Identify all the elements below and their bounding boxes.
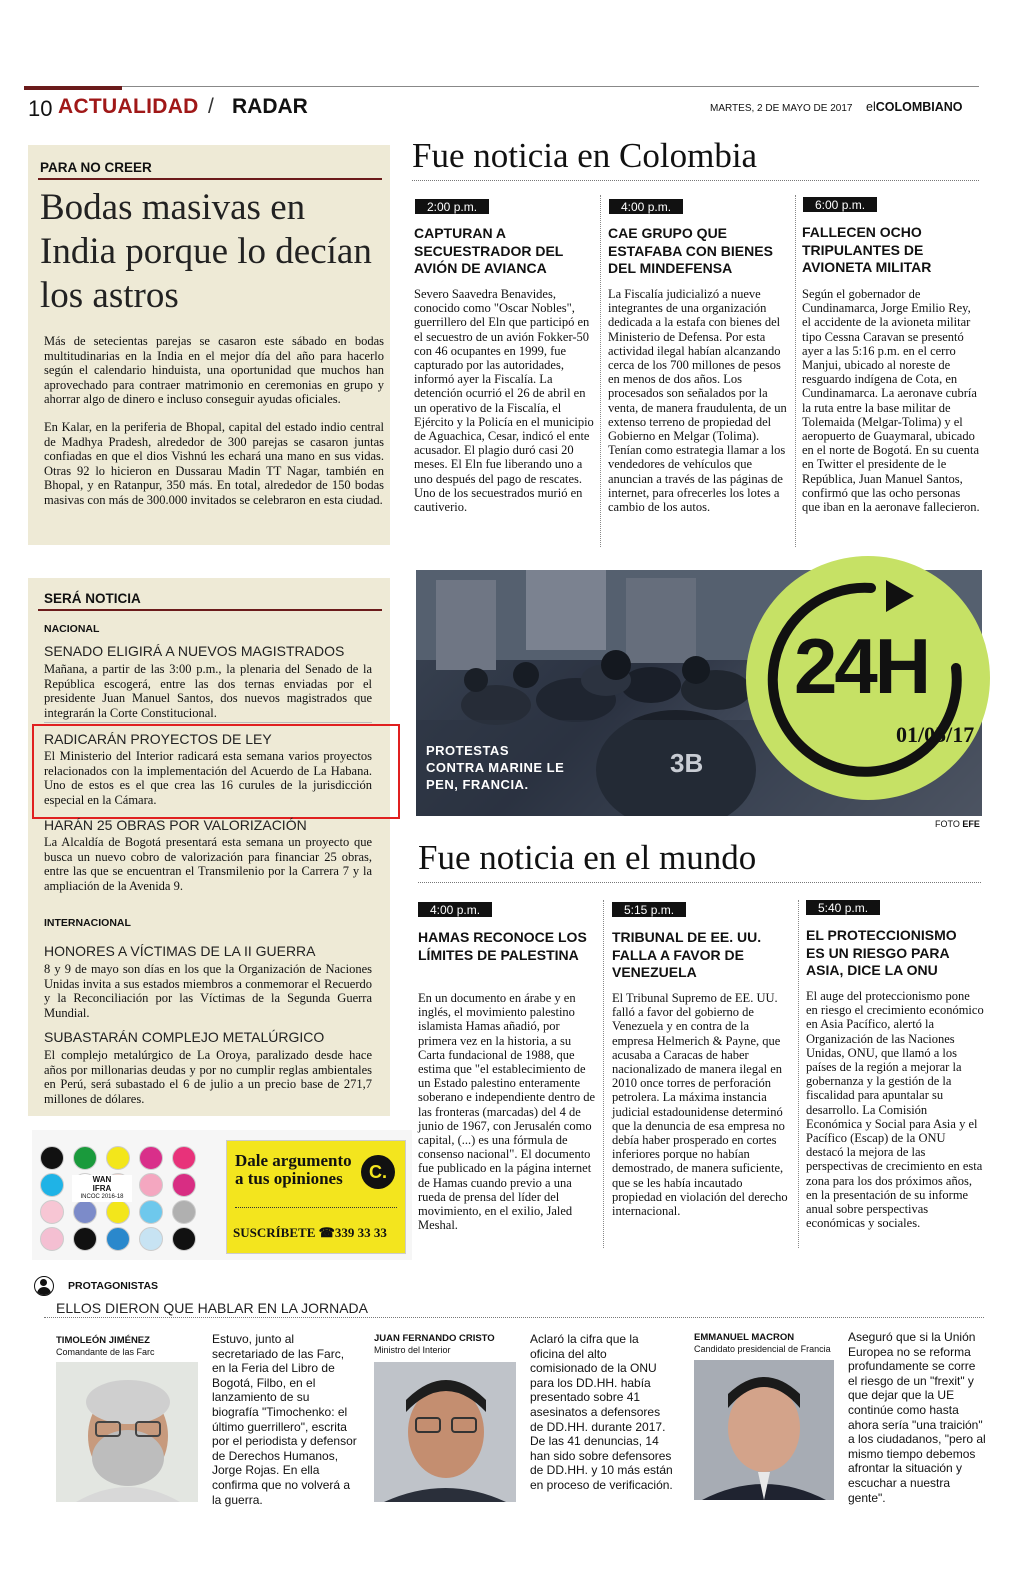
- helmet-number: 3B: [670, 748, 704, 778]
- box-tag: PARA NO CREER: [40, 160, 152, 175]
- protagonistas-rule: [44, 1317, 984, 1318]
- item-body: La Alcaldía de Bogotá presentará esta semana un proyecto que busca un nuevo cobro de valorización para financiar 25 obras, entre las que se encuentran el Transmilenio por la Carrera 7 y la ampliación de la Avenida 9.: [44, 835, 372, 893]
- ad-slogan-line-1: Dale argumento: [235, 1151, 352, 1170]
- person-quote: Aseguró que si la Unión Europea no se reforma profundamente se corre el riesgo de un "frexit" y que dejar que la UE continúe como hasta ahora sería "una traición" a los ciudadanos, "pero al mismo tiempo debemos afrontar la situación y escuchar a nuestra gente".: [848, 1330, 986, 1505]
- internacional-label: INTERNACIONAL: [44, 917, 131, 929]
- section-label: ACTUALIDAD: [58, 95, 199, 118]
- calibration-dot: [106, 1146, 130, 1170]
- portrait-macron: [694, 1360, 834, 1500]
- item-head: SENADO ELIGIRÁ A NUEVOS MAGISTRADOS: [44, 643, 345, 659]
- box-rule: [38, 178, 382, 180]
- box-tag: SERÁ NOTICIA: [44, 591, 141, 606]
- calibration-dot: [40, 1146, 64, 1170]
- credit-source: EFE: [962, 819, 980, 829]
- news-body: El Tribunal Supremo de EE. UU. falló a favor del gobierno de Venezuela y en contra de la empresa Helmerich & Payne, que acusaba a Caracas de haber nacionalizado de manera ilegal en 2010 once torres de perforación petrolera. La máxima instancia judicial estadounidense determinó que la denuncia de esa empresa no debía haber prosperado en cortes inferiores porque no habían demostrado, de manera suficiente, que se les había incautado propiedad en violación del derecho internacional.: [612, 991, 788, 1219]
- photo-caption: PROTESTAS CONTRA MARINE LE PEN, FRANCIA.: [426, 743, 565, 792]
- box-rule: [38, 609, 382, 611]
- nacional-label: NACIONAL: [44, 623, 100, 635]
- wan-line-2: IFRA: [92, 1184, 112, 1193]
- calibration-dot: [139, 1227, 163, 1251]
- person-photo: [374, 1362, 516, 1502]
- item-body: El Ministerio del Interior radicará esta semana varios proyectos relacionados con la implementación del Acuerdo de La Habana. Uno de estos es el que crea las 16 curules de la jurisdicción especial en la Cámara.: [44, 749, 372, 807]
- calibration-dot: [172, 1227, 196, 1251]
- subscription-ad[interactable]: [226, 1140, 406, 1254]
- item-body: Mañana, a partir de las 3:00 p.m., la plenaria del Senado de la República escogerá, entre las dos ternas enviadas por el presidente Juan Manuel Santos, dos nuevos magistrados que integrarán la Corte Constitucional.: [44, 662, 372, 720]
- phone-icon: ☎: [318, 1225, 335, 1240]
- news-headline: FALLECEN OCHO TRIPULANTES DE AVIONETA MILITAR: [802, 224, 932, 275]
- column-divider: [798, 900, 799, 1248]
- calibration-dot: [73, 1200, 97, 1224]
- ad-logo-icon: C.: [361, 1155, 395, 1189]
- logo-prefix: el: [866, 100, 876, 114]
- person-quote: Aclaró la cifra que la oficina del alto comisionado de la ONU para los DD.HH. había presentado sobre 41 asesinatos a defensores de DD.HH. durante 2017. De las 41 denuncias, 14 han sido sobre defensores de DD.HH. y 10 más están en proceso de verificación.: [530, 1332, 673, 1492]
- 24h-label: 24H: [794, 622, 929, 710]
- item-body: 8 y 9 de mayo son días en los que la Organización de Naciones Unidas invita a sus estados miembros a conmemorar el Recuerdo y la Reconciliación por las Víctimas de la Segunda Guerra Mundial.: [44, 962, 372, 1020]
- item-head: HONORES A VÍCTIMAS DE LA II GUERRA: [44, 943, 316, 959]
- calibration-dot: [73, 1146, 97, 1170]
- calibration-dot: [172, 1146, 196, 1170]
- credit-prefix: FOTO: [935, 819, 960, 829]
- column-divider: [603, 900, 604, 1248]
- time-badge: 5:40 p.m.: [806, 900, 880, 915]
- item-head: HARÁN 25 OBRAS POR VALORIZACIÓN: [44, 817, 307, 833]
- ad-slogan-line-2: a tus opiniones: [235, 1169, 343, 1188]
- wan-line-1: WAN: [92, 1175, 112, 1184]
- column-divider: [795, 195, 796, 547]
- issue-date: MARTES, 2 DE MAYO DE 2017: [710, 103, 853, 114]
- calibration-dot: [40, 1173, 64, 1197]
- person-photo: [56, 1362, 198, 1502]
- person-name: JUAN FERNANDO CRISTO: [374, 1333, 495, 1344]
- ad-divider: [235, 1207, 397, 1208]
- time-badge: 4:00 p.m.: [609, 199, 683, 214]
- story-body-2: En Kalar, en la periferia de Bhopal, capital del estado indio central de Madhya Pradesh, alrededor de 300 parejas se casaron juntas confiadas en que el dios Vishnú les echará una mano en sus vidas. Otras 92 lo hicieron en Dussarau Madin TT Nagar, también en Bhopal, y en Ratanpur, 350 más. En total, alrededor de 150 bodas masivas con más de 300.000 invitados se celebraron en esta ciudad.: [44, 420, 384, 507]
- item-head: SUBASTARÁN COMPLEJO METALÚRGICO: [44, 1029, 325, 1045]
- news-body: En un documento en árabe y en inglés, el movimiento palestino islamista Hamas añadió, por primera vez en la historia, a su Carta fundacional de 1988, que estima que "el establecimiento de un Estado palestino enteramente soberano e independiente dentro de las fronteras (marcadas) del 4 de junio de 1967, con Jerusalén como capital, (...) es una fórmula de consenso nacional". El documento fue publicado en la página internet de Hamas cuando previo a una rueda de prensa del líder del movimiento, en el exilio, Jaled Meshal.: [418, 991, 596, 1233]
- 24h-badge: [746, 556, 990, 800]
- person-icon: [34, 1276, 54, 1296]
- ad-subscribe: [233, 1225, 387, 1241]
- protagonistas-subtitle: ELLOS DIERON QUE HABLAR EN LA JORNADA: [56, 1300, 368, 1316]
- news-headline: CAE GRUPO QUE ESTAFABA CON BIENES DEL MINDEFENSA: [608, 225, 773, 276]
- news-headline: TRIBUNAL DE EE. UU. FALLA A FAVOR DE VENEZUELA: [612, 929, 762, 980]
- news-body: Según el gobernador de Cundinamarca, Jorge Emilio Rey, el accidente de la avioneta militar tipo Cessna Caravan se presentó ayer a las 5:16 p.m. en el cerro Manjui, ubicado al noreste de resguardo indígena de Cota, en Cundinamarca. La aeronave cubría la ruta entre la base militar de Tolemaida (Melgar-Tolima) y el aeropuerto de Guaymaral, ubicado en el norte de Bogotá. En su cuenta en Twitter el presidente de le República, Juan Manuel Santos, confirmó que las ocho personas que iban en la aeronave fallecieron.: [802, 287, 980, 515]
- calibration-dot: [40, 1227, 64, 1251]
- news-body: Severo Saavedra Benavides, conocido como "Oscar Nobles", guerrillero del Eln que participó en el secuestro de un avión Fokker-50 con 46 ocupantes en 1999, fue capturado por las autoridades, informó ayer la Fiscalía. La detención ocurrió el 26 de abril en un operativo de la Fiscalía, el Ejército y la Policía en el municipio de Aguachica, Cesar, indicó el ente acusador. El plagio duró casi 20 meses. El Eln fue liberando uno a uno después del pago de rescates. Uno de los secuestrados murió en cautiverio.: [414, 287, 594, 515]
- photo-credit: [935, 819, 980, 829]
- calibration-dot: [139, 1173, 163, 1197]
- calibration-dot: [139, 1146, 163, 1170]
- wan-ifra-label: [72, 1175, 132, 1202]
- time-badge: 4:00 p.m.: [418, 902, 492, 917]
- story-body: Más de setecientas parejas se casaron este sábado en bodas multitudinarias en la India en el mejor día del año para hacerlo según el calendario hinduista, una oportunidad que muchos han aprovechado para contraer matrimonio en ceremonias en grupo y ahorrar algo de dinero e incluso conseguir ayudas oficiales.: [44, 334, 384, 407]
- person-name: TIMOLEÓN JIMÉNEZ: [56, 1335, 150, 1346]
- news-headline: CAPTURAN A SECUESTRADOR DEL AVIÓN DE AVIANCA: [414, 225, 564, 276]
- colombia-section-title: Fue noticia en Colombia: [412, 136, 979, 181]
- header-accent: [24, 86, 122, 90]
- section-separator: /: [208, 95, 214, 118]
- phone-number: 339 33 33: [334, 1225, 387, 1240]
- column-divider: [600, 195, 601, 547]
- time-badge: 2:00 p.m.: [415, 199, 489, 214]
- calibration-dot: [73, 1227, 97, 1251]
- calibration-dot: [139, 1200, 163, 1224]
- item-body: El complejo metalúrgico de La Oroya, paralizado desde hace años por millonarias deudas y por no cumplir reglas ambientales en Perú, será subastado el 6 de julio a un precio base de 271,7 millones de dólares.: [44, 1048, 372, 1106]
- person-quote: Estuvo, junto al secretariado de las Farc, en la Feria del Libro de Bogotá, Filbo, en el lanzamiento de su biografía "Timochenko: el último guerrillero", escrita por el periodista y defensor de Derechos Humanos, Jorge Rojas. En ella confirma que no volverá a la guerra.: [212, 1332, 357, 1507]
- item-head: RADICARÁN PROYECTOS DE LEY: [44, 731, 272, 747]
- person-role: Comandante de las Farc: [56, 1347, 155, 1357]
- portrait-jimenez: [56, 1362, 198, 1502]
- person-role: Candidato presidencial de Francia: [694, 1344, 831, 1354]
- calibration-dot: [106, 1200, 130, 1224]
- calibration-dot: [172, 1173, 196, 1197]
- header-rule: [24, 86, 979, 87]
- logo-main: COLOMBIANO: [875, 100, 963, 114]
- news-body: El auge del proteccionismo pone en riesgo el crecimiento económico en Asia Pacífico, alertó la Organización de las Naciones Unidas, ONU, que llamó a los países de la región a mejorar la gobernanza y la gestión de la fiscalidad para apuntalar su desarrollo. La Comisión Económica y Social para Asia y el Pacífico (Escap) de la ONU destacó la mejora de las perspectivas de crecimiento en esta zona para los dos próximos años, en la presentación de su informe anual sobre perspectivas económicas y sociales.: [806, 989, 984, 1231]
- news-headline: HAMAS RECONOCE LOS LÍMITES DE PALESTINA: [418, 929, 587, 963]
- calibration-dot: [172, 1200, 196, 1224]
- page-number: 10: [28, 96, 53, 121]
- subscribe-label: SUSCRÍBETE: [233, 1225, 316, 1240]
- time-badge: 5:15 p.m.: [612, 902, 686, 917]
- portrait-cristo: [374, 1362, 516, 1502]
- calibration-dot: [40, 1200, 64, 1224]
- newspaper-logo: [866, 100, 963, 114]
- mundo-section-title: Fue noticia en el mundo: [418, 838, 981, 883]
- protagonistas-label: PROTAGONISTAS: [68, 1280, 159, 1292]
- item-divider: [44, 722, 372, 723]
- 24h-date: 01/05/17: [896, 722, 975, 747]
- news-headline: EL PROTECCIONISMO ES UN RIESGO PARA ASIA, DICE LA ONU: [806, 927, 957, 978]
- person-photo: [694, 1360, 834, 1500]
- time-badge: 6:00 p.m.: [803, 197, 877, 212]
- subsection-label: RADAR: [232, 95, 308, 118]
- story-title: Bodas masivas en India porque lo decían los astros: [40, 187, 372, 316]
- news-body: La Fiscalía judicializó a nueve integrantes de una organización dedicada a la estafa con bienes del Ministerio de Defensa. Por esta actividad ilegal habían alcanzando cerca de los 700 millones de pesos en menos de dos años. Los procesados son señalados por la venta, de manera fraudulenta, de un extenso terreno de propiedad del Gobierno en Melgar (Tolima). Tenían como estrategia llamar a los vendedores de vehículos que anuncian a través de las páginas de internet, para ofrecerles los lotes a cambio de los autos.: [608, 287, 787, 515]
- wan-line-3: INCOC 2016-18: [80, 1194, 124, 1200]
- person-role: Ministro del Interior: [374, 1345, 451, 1355]
- calibration-dot: [106, 1227, 130, 1251]
- person-name: EMMANUEL MACRON: [694, 1332, 795, 1343]
